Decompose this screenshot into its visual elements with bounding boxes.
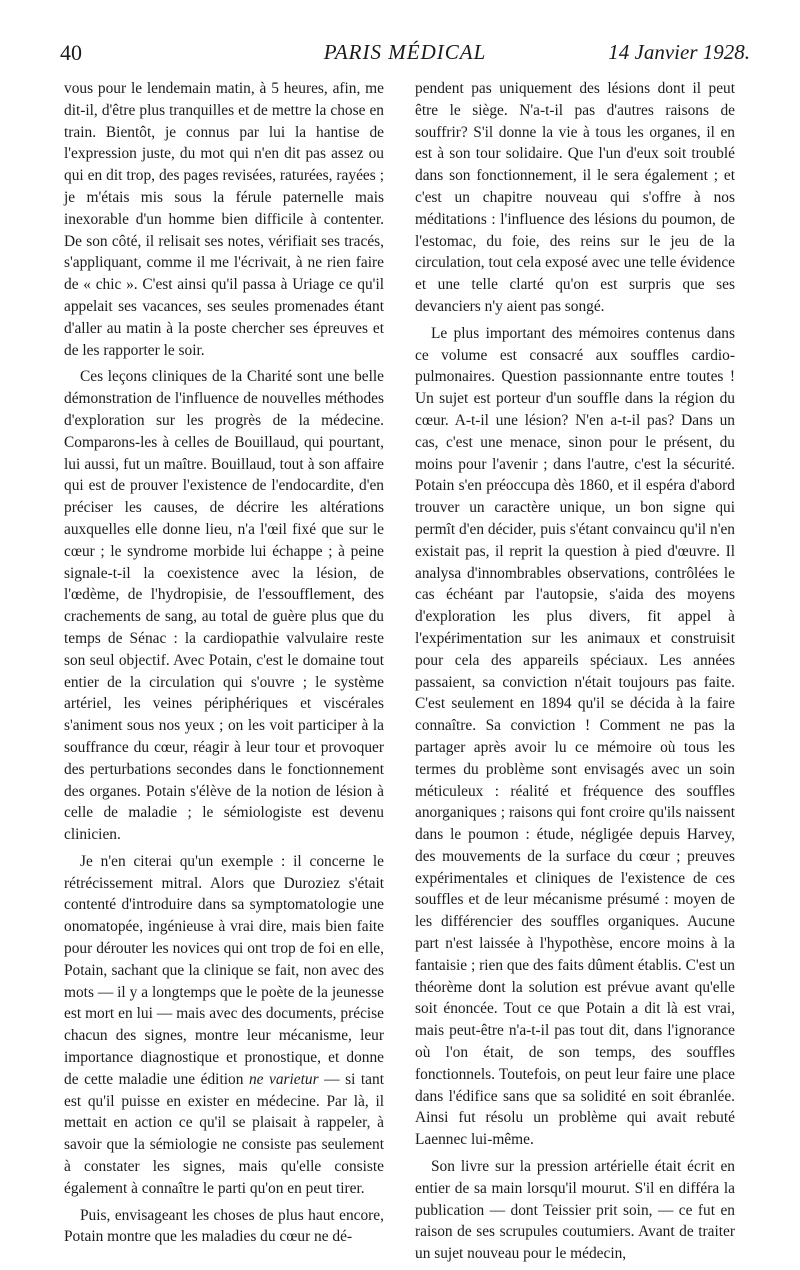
- text-run: Je n'en citerai qu'un exemple : il concerne le rétrécissement mitral. Alors que Duroziez s'était contenté d'introduire dans sa symptomatologie une onomatopée, ingénieuse à vrai dire, mais bien faite pour dérouter les novices qui ont trop de foi en elle, Potain, sachant que la clinique se fait, non avec des mots — il y a longtemps que le poète de la jeunesse est mort en lui — mais avec des documents, précise chacun des signes, montre leur mécanisme, leur importance diagnostique et pronostique, et donne de cette maladie une édition: [64, 852, 384, 1088]
- italic-phrase: ne varietur: [248, 1070, 319, 1088]
- paragraph: Puis, envisageant les choses de plus haut encore, Potain montre que les maladies du cœur ne dé-: [64, 1206, 384, 1246]
- left-column: [64, 78, 384, 1253]
- right-column: [415, 78, 735, 1270]
- text-run: — si tant est qu'il puisse en exister en médecine. Par là, il mettait en action ce qu'il se plaisait à rappeler, à savoir que la sémiologie ne consiste pas seulement à constater les signes, mais qu'elle consiste également à connaître le parti qu'on en peut tirer.: [64, 1070, 384, 1197]
- paragraph: Son livre sur la pression artérielle était écrit en entier de sa main lorsqu'il mourut. S'il en différa la publication — dont Teissier prit soin, — ce fut en raison de ses scrupules coutumiers. Avant de traiter un sujet nouveau pour le médecin,: [415, 1158, 735, 1263]
- paragraph: vous pour le lendemain matin, à 5 heures, afin, me dit-il, d'être plus tranquilles et de mettre la chose en train. Bientôt, je connus par lui la hantise de l'expression juste, du mot qui n'en dit pas assez ou qui en dit trop, des pages revisées, raturées, rayées ; je m'étais mis sous la férule paternelle mais inexorable d'un homme bien difficile à contenter. De son côté, il relisait ses notes, vérifiait ses tracés, s'appliquant, comme il me l'écrivait, à ne rien faire de « chic ». C'est ainsi qu'il passa à Uriage ce qu'il appelait ses vacances, ses seules promenades étant d'aller au matin à la poste chercher ses épreuves et de les rapporter le soir.: [64, 80, 384, 359]
- paragraph: Ces leçons cliniques de la Charité sont une belle démonstration de l'influence de nouvelles méthodes d'exploration sur les progrès de la médecine. Comparons-les à celles de Bouillaud, qui pourtant, lui aussi, fut un maître. Bouillaud, tout à son affaire qui est de prouver l'existence de l'endocardite, d'en préciser les causes, de décrire les altérations auxquelles elle donne lieu, n'a l'œil fixé que sur le cœur ; le syndrome morbide lui échappe ; à peine signale-t-il la coexistence avec la lésion, de l'œdème, de l'hydropisie, de l'essoufflement, des crachements de sang, au total de guère plus que du temps de Sénac : la cardiopathie valvulaire reste son seul objectif. Avec Potain, c'est le domaine tout entier de la circulation qui s'ouvre ; le système artériel, les veines périphériques et viscérales s'animent sous nos yeux ; on les voit participer à la souffrance du cœur, réagir à leur tour et provoquer des perturbations secondes dans le fonctionnement des organes. Potain s'élève de la notion de lésion à celle de maladie ; le sémiologiste est devenu clinicien.: [64, 368, 384, 844]
- paragraph: Le plus important des mémoires contenus dans ce volume est consacré aux souffles cardio-pulmonaires. Question passionnante entre toutes ! Un sujet est porteur d'un souffle dans la région du cœur. A-t-il une lésion? N'en a-t-il pas? Dans un cas, c'est une menace, sinon pour le présent, du moins pour l'avenir ; dans l'autre, c'est la sécurité. Potain s'en préoccupa dès 1860, et il espéra d'abord trouver un caractère unique, un bon signe qui permît d'en décider, puis s'étant convaincu qu'il n'en existait pas, il reprit la question à pied d'œuvre. Il analysa d'innombrables observations, contrôlées le cas échéant par l'autopsie, s'aida des moyens d'exploration les plus divers, fit appel à l'expérimentation sur les animaux et construisit pour cela des appareils spéciaux. Les années passaient, sa conviction n'était toujours pas faite. C'est seulement en 1894 qu'il se décida à la faire connaître. Sa conviction ! Comment ne pas la partager après avoir lu ce mémoire où tous les termes du problème sont envisagés avec un soin méticuleux : réalité et fréquence des souffles anorganiques ; raisons qui font croire qu'ils naissent dans le poumon : étude, négligée depuis Harvey, des mouvements de la surface du cœur ; preuves expérimentales et cliniques de l'existence de ces souffles et de leur mécanisme présumé : moyen de les différencier des souffles organiques. Aucune part n'est laissée à l'hypothèse, encore moins à la fantaisie ; rien que des faits dûment établis. C'est un théorème dont la solution est prévue avant qu'elle soit énoncée. Tout ce que Potain a dit là est vrai, mais peut-être n'a-t-il pas tout dit, dans l'ignorance où l'on était, de son temps, des souffles fonctionnels. Toutefois, on peut leur faire une place dans l'édifice sans que sa solidité en soit ébranlée. Ainsi fut résolu un problème qui avait rebuté Laennec lui-même.: [415, 324, 735, 1149]
- paragraph: pendent pas uniquement des lésions dont il peut être le siège. N'a-t-il pas d'autres raisons de souffrir? S'il donne la vie à tous les organes, il en est à son tour solidaire. Que l'un d'eux soit troublé dans son fonctionnement, il le sera également ; et c'est un chapitre nouveau qui s'offre à nos méditations : l'influence des lésions du poumon, de l'estomac, du foie, des reins sur le jeu de la circulation, tout cela exposé avec une telle évidence et une telle clarté qu'on est surpris que ses devanciers n'y aient pas songé.: [415, 80, 735, 315]
- paragraph: [64, 851, 384, 1200]
- issue-date: 14 Janvier 1928.: [608, 40, 750, 64]
- page-header: [60, 40, 750, 70]
- running-title: PARIS MÉDICAL: [323, 40, 487, 64]
- page-number: 40: [60, 40, 82, 65]
